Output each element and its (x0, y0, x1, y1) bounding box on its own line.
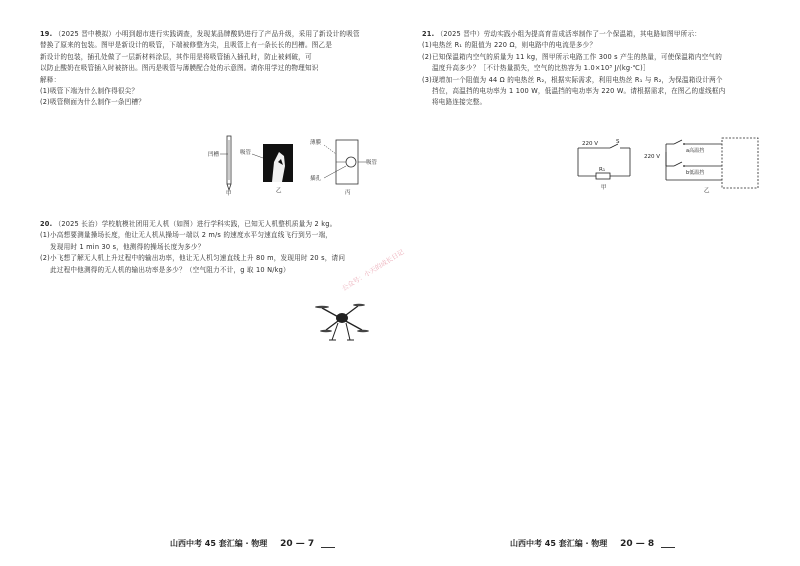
figure-jia-label: 甲 (601, 185, 607, 191)
sub-question: (2)小飞想了解无人机上升过程中的输出功率，他让无人机匀速直线上升 80 m，发现用时 20 s，请问 (40, 254, 346, 263)
question-stem: （2025 长治）学校航模社团用无人机（如图）进行学科实践，已知无人机整机质量为 2 kg。 (54, 220, 337, 228)
question-number: 20. (40, 220, 53, 228)
sub-question: (3)现增加一个阻值为 44 Ω 的电热丝 R₂，根据实际需求，利用电热丝 R₁ 与 R₂，为保温箱设计两个 (422, 75, 723, 84)
publisher-logo-icon (321, 539, 335, 548)
straw-diagram (208, 136, 232, 196)
film-label: 薄膜 (310, 140, 322, 146)
page-number: 20 — 8 (620, 539, 655, 549)
sub-question: (1)小高想要测量操场长度，他让无人机从操场一端以 2 m/s 的速度水平匀速直线飞行到另一端， (40, 231, 333, 240)
hole-label: 插孔 (310, 176, 322, 182)
sub-question: (2)已知保温箱内空气的质量为 11 kg，图甲所示电路工作 300 s 产生的热量，可使保温箱内空气的 (422, 52, 723, 61)
footer-left (170, 538, 335, 549)
circuit-yi-svg (644, 136, 764, 196)
question-stem-line: （2025 晋中模拟）小明到超市进行实践调查，发现某品牌酸奶进行了产品升级，采用了新设计的吸管 (54, 30, 360, 38)
package-photo (240, 144, 293, 194)
publisher-logo-icon (661, 539, 675, 548)
switch-label: S (616, 139, 620, 145)
sub-question: (1)电热丝 R₁ 的阻值为 220 Ω，则电路中的电流是多少？ (422, 41, 597, 50)
question-20 (40, 219, 380, 276)
high-gear-label: a高温挡 (686, 148, 705, 154)
sub-question-cont: 温度升高多少？［不计热量损失，空气的比热容为 1.0×10³ J/(kg·℃)］ (432, 64, 650, 73)
question-19 (40, 29, 376, 109)
voltage-label: 220 V (582, 141, 599, 147)
film-section-diagram (310, 138, 378, 196)
footer-title: 山西中考 45 套汇编 · 物理 (170, 539, 268, 548)
low-gear-label: b低温挡 (686, 170, 705, 176)
watermark: 公众号：小天的成长日记 (340, 247, 406, 293)
figure-jia-label: 甲 (226, 191, 232, 196)
footer-title: 山西中考 45 套汇编 · 物理 (510, 539, 608, 548)
q19-figure (200, 132, 380, 196)
question-stem-line: 新设计的包装，插孔处做了一层新材料涂层，其作用是将吸管插入插孔时，防止被刺破，可 (40, 52, 312, 61)
drone-figure (312, 296, 372, 346)
sub-question-cont: 挡位，高温挡的电功率为 1 100 W，低温挡的电功率为 220 W。请根据需求，在图乙的虚线框内 (432, 87, 726, 96)
question-stem-line: 替换了原来的包装。图甲是新设计的吸管，下端被修整为尖，且吸管上有一条长长的凹槽。图乙是 (40, 41, 333, 50)
figure-bing-label: 丙 (345, 190, 351, 196)
groove-label: 凹槽 (208, 152, 220, 158)
straw-label: 吸管 (240, 150, 252, 156)
footer-right (510, 538, 675, 549)
figure-yi-label: 乙 (276, 188, 282, 194)
sub-question-cont: 此过程中他测得的无人机的输出功率是多少？（空气阻力不计，g 取 10 N/kg） (50, 265, 290, 274)
voltage-label: 220 V (644, 154, 661, 160)
resistor-label: R₁ (599, 167, 606, 173)
straw-label-2: 吸管 (366, 160, 378, 166)
question-stem-line: 解释： (40, 75, 61, 84)
circuit-yi (644, 136, 764, 196)
circuit-jia-svg (572, 136, 636, 192)
sub-question-cont: 将电路连接完整。 (432, 98, 487, 107)
page-number: 20 — 7 (280, 539, 315, 549)
question-stem-line: 以防止酸奶在吸管插入时被挤出。图丙是吸管与薄膜配合处的示意图。请你用学过的物理知识 (40, 64, 319, 73)
sub-question: (2)吸管侧面为什么制作一条凹槽？ (40, 98, 146, 107)
sub-question-cont: 发现用时 1 min 30 s，他测得的操场长度为多少？ (50, 242, 205, 251)
question-21 (422, 29, 772, 109)
figure-yi-label: 乙 (704, 188, 710, 194)
question-stem: （2025 晋中）劳动实践小组为提高育苗成活率制作了一个保温箱，其电路如图甲所示： (436, 30, 702, 38)
question-number: 19. (40, 30, 53, 38)
drone-icon (312, 296, 372, 346)
q19-figure-svg (200, 132, 380, 196)
sub-question: (1)吸管下端为什么制作得很尖？ (40, 87, 139, 96)
right-page (400, 0, 800, 566)
question-number: 21. (422, 30, 435, 38)
circuit-jia (572, 136, 636, 192)
